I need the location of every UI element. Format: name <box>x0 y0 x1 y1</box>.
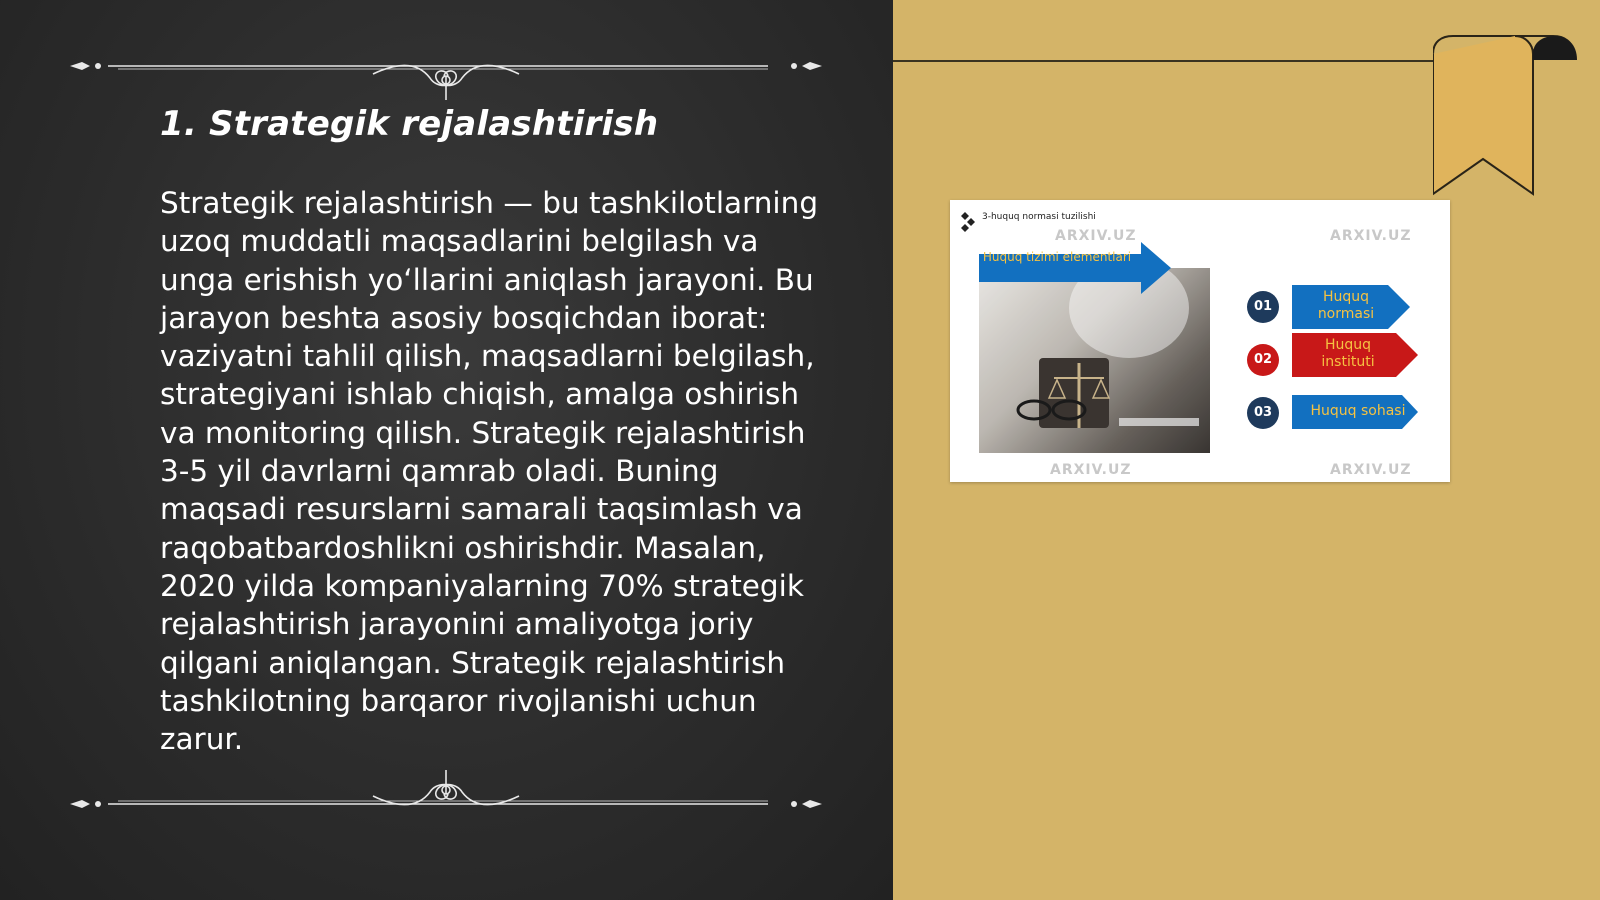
item-label: Huquq sohasi <box>1310 403 1406 419</box>
top-rule-line <box>893 60 1453 62</box>
item-number-badge: 02 <box>1247 344 1279 376</box>
diamond-logo-icon <box>960 212 978 234</box>
watermark-text: ARXIV.UZ <box>1055 228 1137 244</box>
top-ornament-divider <box>68 40 824 100</box>
watermark-text: ARXIV.UZ <box>1050 462 1132 478</box>
embedded-slide-image <box>950 200 1450 482</box>
scales-of-justice-photo <box>979 268 1210 453</box>
scales-icon <box>979 268 1210 453</box>
slide-title: 1. Strategik rejalashtirish <box>160 104 659 144</box>
item-label: Huquq normasi <box>1317 289 1375 322</box>
slide-body-text: Strategik rejalashtirish — bu tashkilotlarning uzoq muddatli maqsadlarini belgilash va unga erishish yo‘llarini aniqlash jarayoni. Bu jarayon beshta asosiy bosqichdan iborat: vaziyatni tahlil qilish, maqsadlarni belgilash, strategiyani ishlab chiqish, amalga oshirish va monitoring qilish. Strategik rejalashtirish 3-5 yil davrlarni qamrab oladi. Buning maqsadi resurslarni samarali taqsimlash va raqobatbardoshlikni oshirishdir. Masalan, 2020 yilda kompaniyalarning 70% strategik rejalashtirish jarayonini amaliyotga joriy qilgani aniqlangan. Strategik rejalashtirish tashkilotning barqaror rivojlanishi uchun zarur. <box>160 186 819 757</box>
item-number-badge: 03 <box>1247 397 1279 429</box>
watermark-text: ARXIV.UZ <box>1330 228 1412 244</box>
watermark-text: ARXIV.UZ <box>1330 462 1412 478</box>
banner-label: Huquq tizimi elementlari <box>982 250 1132 264</box>
bookmark-ribbon-icon <box>1433 34 1583 199</box>
item-label: Huquq instituti <box>1321 337 1375 370</box>
item-number-badge: 01 <box>1247 291 1279 323</box>
bottom-ornament-divider <box>68 770 824 830</box>
card-heading: 3-huquq normasi tuzilishi <box>982 212 1096 222</box>
